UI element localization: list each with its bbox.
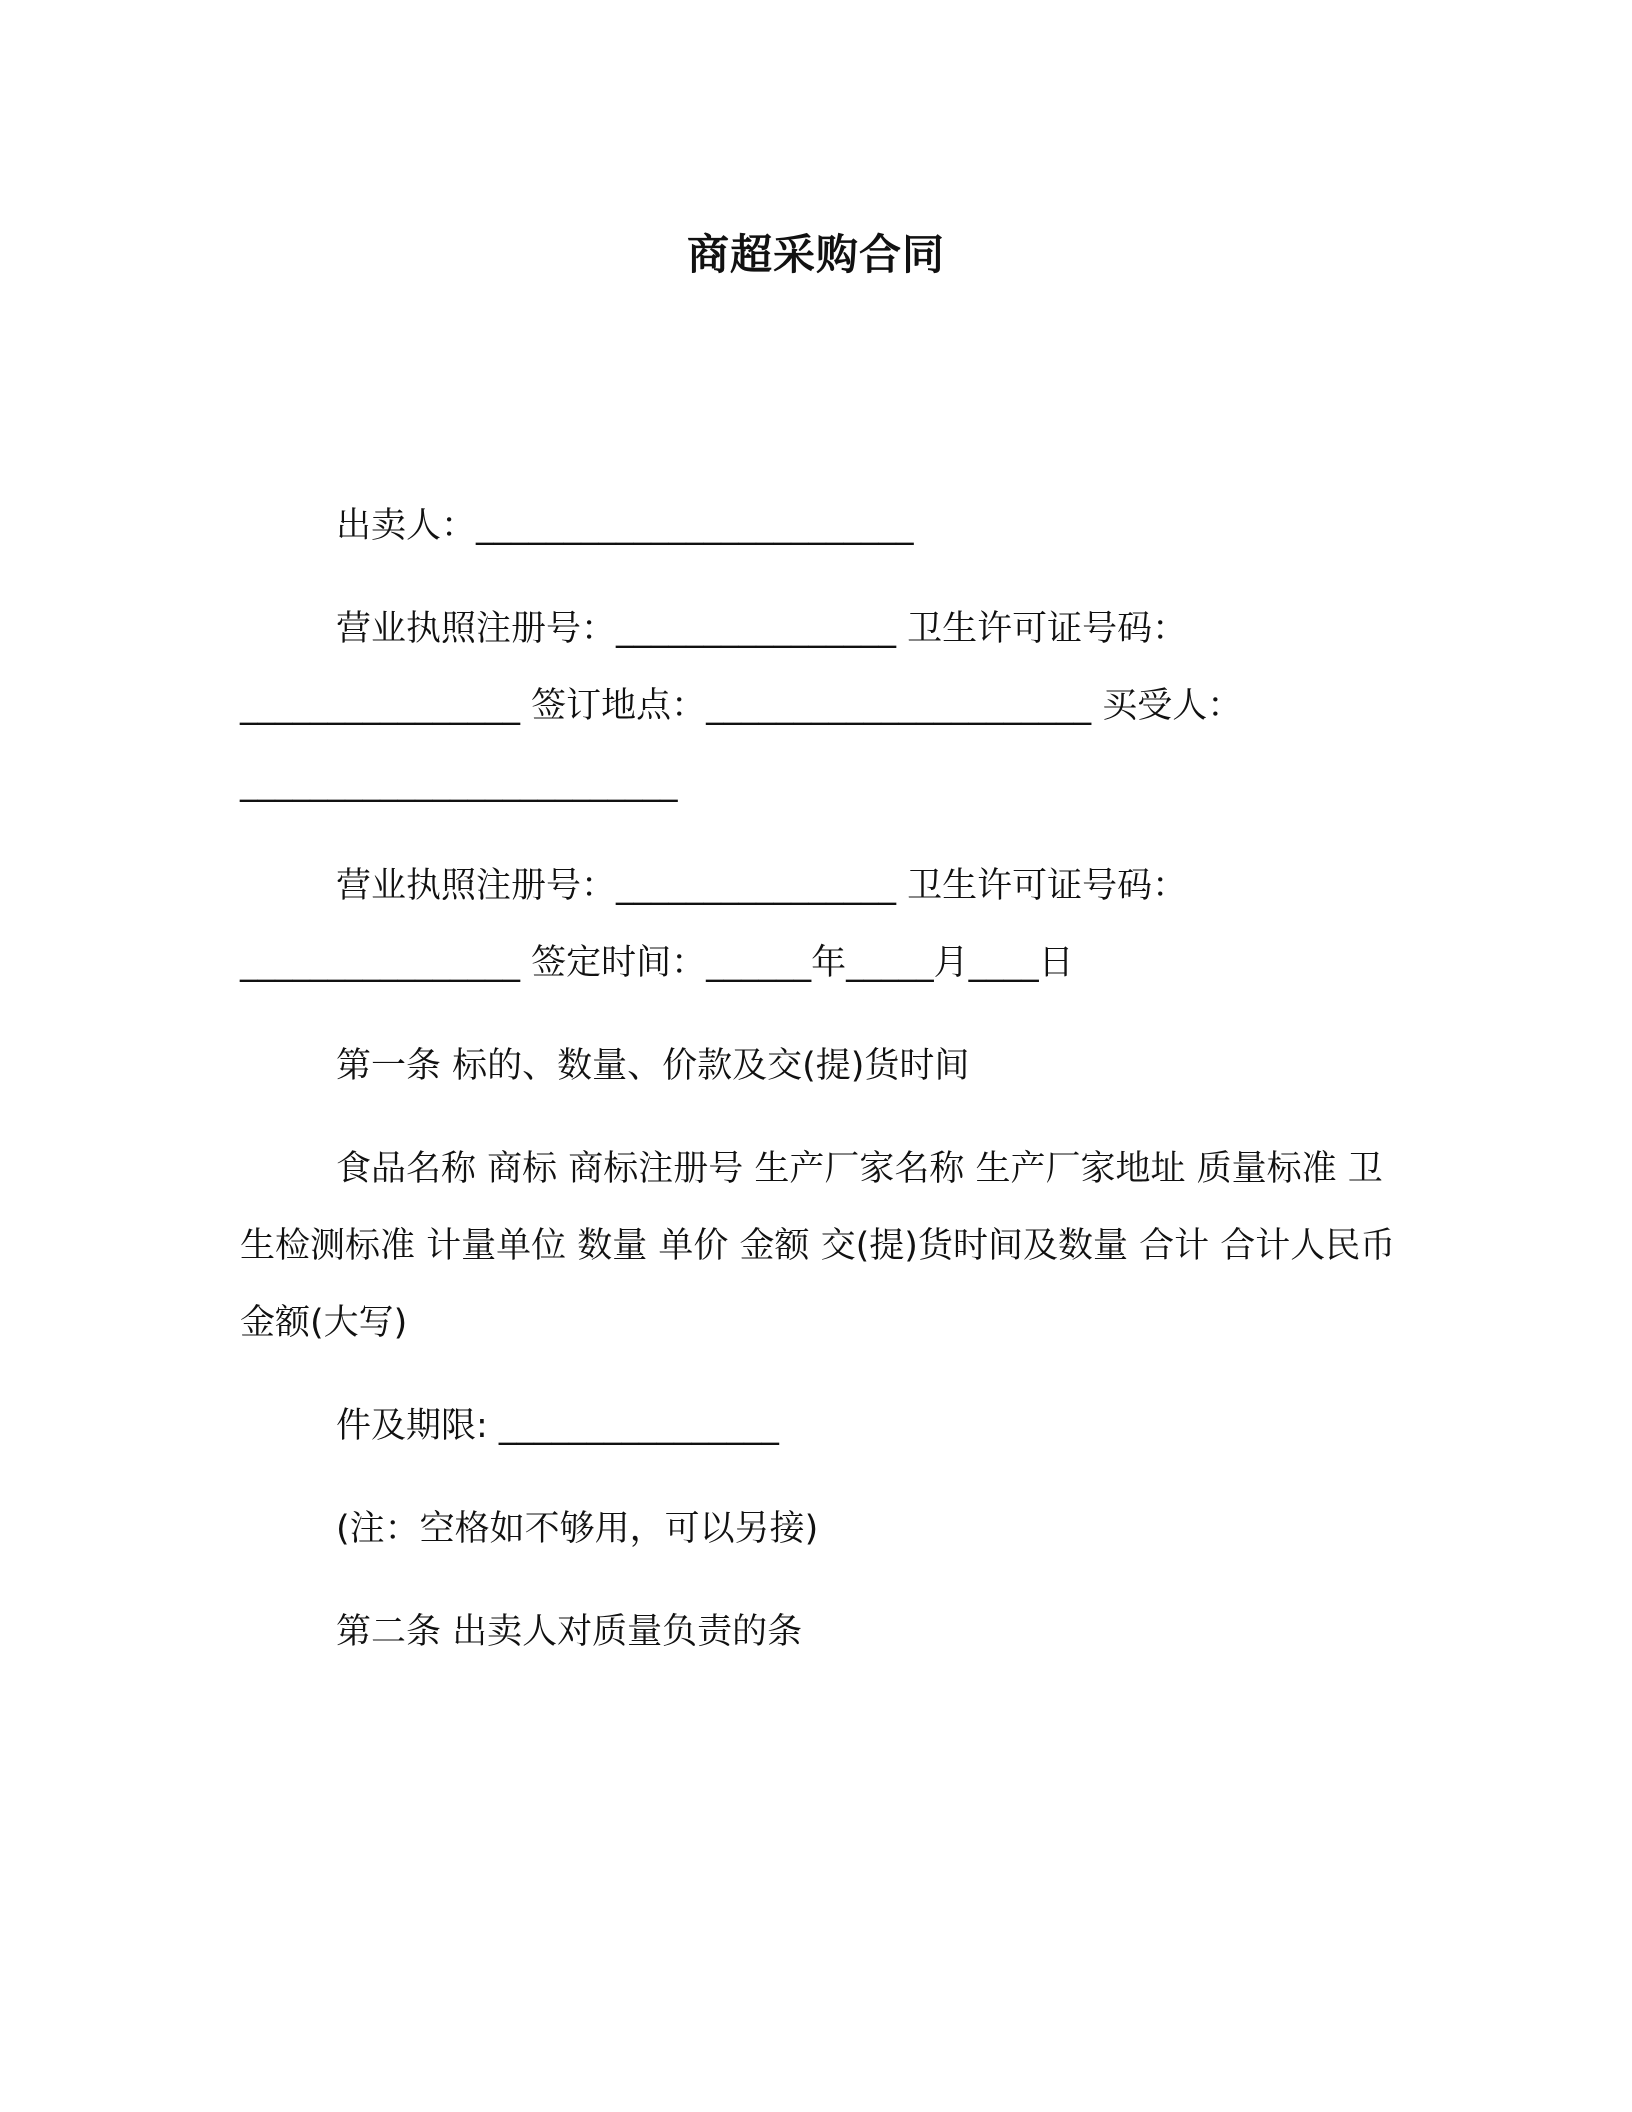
seller-line: 出卖人：_________________________ xyxy=(336,506,914,546)
note-line: (注：空格如不够用，可以另接) xyxy=(336,1509,819,1549)
document-body xyxy=(240,488,1400,1697)
seller-license-and-sign-place: 营业执照注册号：________________ 卫生许可证号码：________________ 签订地点：______________________ 买受人：_________________________ xyxy=(240,609,1243,803)
document-title: 商超采购合同 xyxy=(686,230,945,279)
conditions-and-term: 件及期限: ________________ xyxy=(336,1406,779,1446)
buyer-license-and-sign-date: 营业执照注册号：________________ 卫生许可证号码：________________ 签定时间：______年_____月____日 xyxy=(240,866,1188,983)
article-1-columns: 食品名称 商标 商标注册号 生产厂家名称 生产厂家地址 质量标准 卫生检测标准 计量单位 数量 单价 金额 交(提)货时间及数量 合计 合计人民币金额(大写) xyxy=(240,1149,1396,1343)
article-2-heading: 第二条 出卖人对质量负责的条 xyxy=(336,1612,803,1652)
article-1-heading: 第一条 标的、数量、价款及交(提)货时间 xyxy=(336,1046,970,1086)
